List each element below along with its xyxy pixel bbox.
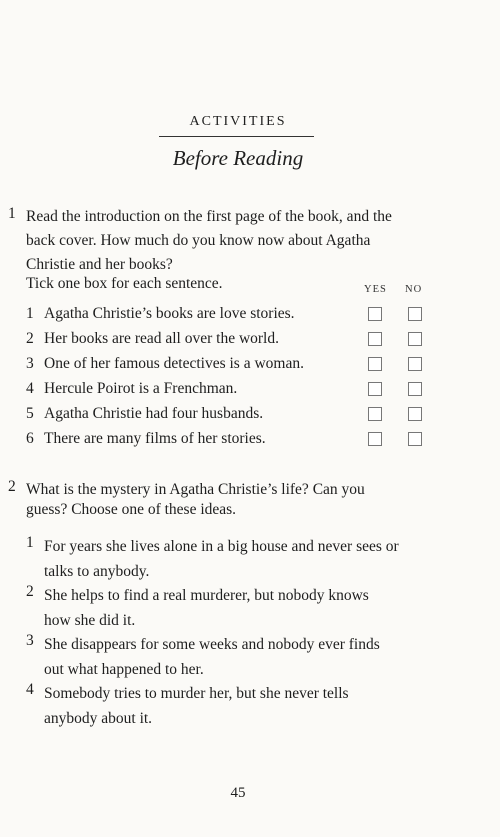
option-line: Somebody tries to murder her, but she never tells xyxy=(44,685,349,702)
page-number: 45 xyxy=(230,785,246,801)
option-line: out what happened to her. xyxy=(44,661,204,678)
question-1-number: 1 xyxy=(8,205,16,222)
statement-row xyxy=(26,380,456,405)
question-2-number: 2 xyxy=(8,478,16,495)
option-number: 2 xyxy=(26,583,34,600)
yes-checkbox[interactable] xyxy=(368,357,382,371)
statement-row xyxy=(26,405,456,430)
option-number: 4 xyxy=(26,681,34,698)
no-checkbox[interactable] xyxy=(408,307,422,321)
option-line: She helps to find a real murderer, but nobody knows xyxy=(44,587,369,604)
statement-text: Agatha Christie’s books are love stories. xyxy=(44,305,295,322)
yes-checkbox[interactable] xyxy=(368,407,382,421)
statement-number: 3 xyxy=(26,355,34,372)
option-number: 3 xyxy=(26,632,34,649)
statement-row xyxy=(26,430,456,455)
statement-text: Hercule Poirot is a Frenchman. xyxy=(44,380,238,397)
heading-rule xyxy=(159,136,314,137)
no-checkbox[interactable] xyxy=(408,357,422,371)
no-checkbox[interactable] xyxy=(408,432,422,446)
option-number: 1 xyxy=(26,534,34,551)
no-checkbox[interactable] xyxy=(408,382,422,396)
no-checkbox[interactable] xyxy=(408,407,422,421)
option-text xyxy=(44,632,454,682)
statement-row xyxy=(26,355,456,380)
statement-number: 1 xyxy=(26,305,34,322)
yes-checkbox[interactable] xyxy=(368,432,382,446)
option-line: talks to anybody. xyxy=(44,563,150,580)
statement-text: Agatha Christie had four husbands. xyxy=(44,405,264,422)
option-line: anybody about it. xyxy=(44,710,153,727)
statement-number: 5 xyxy=(26,405,34,422)
section-title: Before Reading xyxy=(172,146,304,170)
question-2-line: guess? Choose one of these ideas. xyxy=(26,501,237,518)
question-1-instruction: Tick one box for each sentence. xyxy=(26,275,223,292)
question-1-line: back cover. How much do you know now about Agatha xyxy=(26,232,371,249)
option-text xyxy=(44,681,454,731)
option-line: She disappears for some weeks and nobody ever finds xyxy=(44,636,380,653)
question-2-line: What is the mystery in Agatha Christie’s life? Can you xyxy=(26,481,365,498)
activities-heading: ACTIVITIES xyxy=(189,114,287,129)
statement-text: There are many films of her stories. xyxy=(44,430,266,447)
statement-number: 6 xyxy=(26,430,34,447)
option-line: how she did it. xyxy=(44,612,136,629)
yes-checkbox[interactable] xyxy=(368,382,382,396)
statement-number: 2 xyxy=(26,330,34,347)
statement-text: One of her famous detectives is a woman. xyxy=(44,355,304,372)
yes-checkbox[interactable] xyxy=(368,332,382,346)
yes-checkbox[interactable] xyxy=(368,307,382,321)
column-header-no: NO xyxy=(405,284,423,295)
statement-text: Her books are read all over the world. xyxy=(44,330,279,347)
question-1-line: Read the introduction on the first page of the book, and the xyxy=(26,208,392,225)
question-1-line: Christie and her books? xyxy=(26,256,173,273)
option-text xyxy=(44,583,454,633)
option-text xyxy=(44,534,454,584)
statement-number: 4 xyxy=(26,380,34,397)
no-checkbox[interactable] xyxy=(408,332,422,346)
statement-row xyxy=(26,305,456,330)
statement-row xyxy=(26,330,456,355)
column-header-yes: YES xyxy=(364,284,387,295)
option-line: For years she lives alone in a big house and never sees or xyxy=(44,538,399,555)
